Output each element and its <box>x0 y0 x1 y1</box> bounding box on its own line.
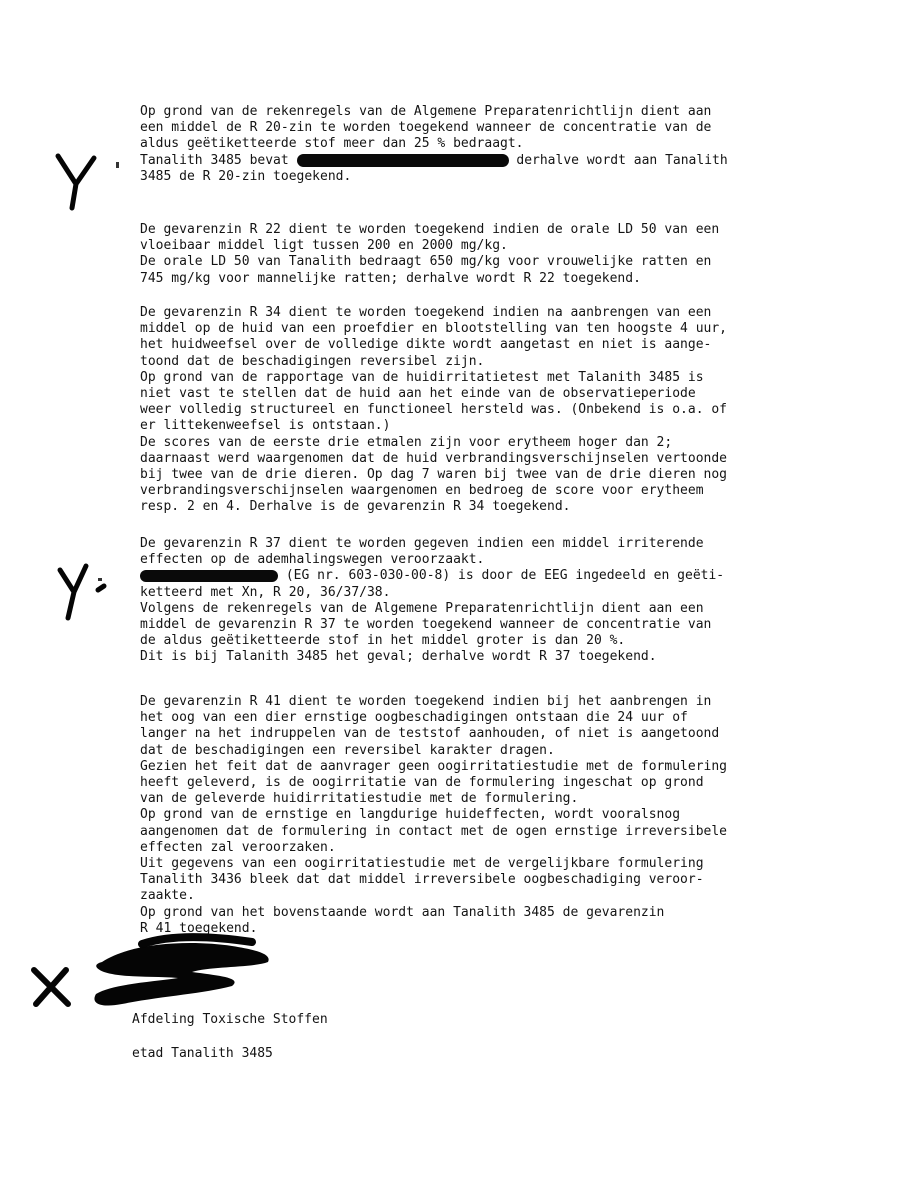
text-line: niet vast te stellen dat de huid aan het einde van de observatieperiode <box>140 386 696 402</box>
text-line: langer na het indruppelen van de teststof aanhouden, of niet is aangetoond <box>140 726 720 742</box>
text-segment: Tanalith 3485 bevat <box>140 152 297 168</box>
department-name: Afdeling Toxische Stoffen <box>132 1012 328 1027</box>
text-line: De orale LD 50 van Tanalith bedraagt 650 mg/kg voor vrouwelijke ratten en <box>140 254 712 270</box>
small-dot-mark-2 <box>98 578 102 581</box>
text-line: zaakte. <box>140 888 195 904</box>
text-line: dat de beschadigingen een reversibel karakter dragen. <box>140 742 555 758</box>
text-line: heeft geleverd, is de oogirritatie van de formulering ingeschat op grond <box>140 775 704 791</box>
text-line: De scores van de eerste drie etmalen zijn voor erytheem hoger dan 2; <box>140 434 673 450</box>
redacted-signature-scribble <box>82 932 282 1016</box>
text-line: Op grond van de ernstige en langdurige huideffecten, wordt vooralsnog <box>140 807 681 823</box>
text-line: van de geleverde huidirritatiestudie met de formulering. <box>140 791 579 807</box>
text-line: het huidweefsel over de volledige dikte wordt aangetast en niet is aange- <box>140 337 712 353</box>
text-line: middel op de huid van een proefdier en blootstelling van ten hoogste 4 uur, <box>140 321 727 337</box>
text-line: Gezien het feit dat de aanvrager geen oogirritatiestudie met de formulering <box>140 758 727 774</box>
text-line: De gevarenzin R 22 dient te worden toegekend indien de orale LD 50 van een <box>140 222 720 237</box>
text-line: aangenomen dat de formulering in contact met de ogen ernstige irreversibele <box>140 823 727 839</box>
text-line: Volgens de rekenregels van de Algemene Preparatenrichtlijn dient aan een <box>140 600 704 616</box>
text-line: Op grond van de rekenregels van de Algemene Preparatenrichtlijn dient aan <box>140 104 712 119</box>
text-line: Uit gegevens van een oogirritatiestudie met de vergelijkbare formulering <box>140 856 704 872</box>
text-line: R 41 toegekend. <box>140 920 258 936</box>
text-line: toond dat de beschadigingen reversibel zijn. <box>140 353 485 369</box>
text-line: het oog van een dier ernstige oogbeschadigingen ontstaan die 24 uur of <box>140 710 688 726</box>
text-line: 745 mg/kg voor mannelijke ratten; derhalve wordt R 22 toegekend. <box>140 270 641 286</box>
text-line: 3485 de R 20-zin toegekend. <box>140 168 352 184</box>
small-dot-mark <box>116 162 119 168</box>
text-line-with-redaction <box>140 568 820 584</box>
handwritten-x-mark <box>28 964 74 1010</box>
text-line: effecten zal veroorzaken. <box>140 839 336 855</box>
paragraph-r41 <box>140 694 820 937</box>
document-reference: etad Tanalith 3485 <box>132 1046 273 1061</box>
paragraph-r34 <box>140 305 820 516</box>
text-line: aldus geëtiketteerde stof meer dan 25 % bedraagt. <box>140 136 524 152</box>
redaction-mark <box>297 154 509 167</box>
text-line: Tanalith 3436 bleek dat dat middel irreversibele oogbeschadiging veroor- <box>140 872 704 888</box>
text-line: verbrandingsverschijnselen waargenomen en bedroeg de score voor erytheem <box>140 483 704 499</box>
text-line: resp. 2 en 4. Derhalve is de gevarenzin R 34 toegekend. <box>140 499 571 515</box>
text-line: bij twee van de drie dieren. Op dag 7 waren bij twee van de drie dieren nog <box>140 467 727 483</box>
text-line: ketteerd met Xn, R 20, 36/37/38. <box>140 584 391 600</box>
paragraph-r20 <box>140 104 820 185</box>
text-line: Op grond van de rapportage van de huidirritatietest met Talanith 3485 is <box>140 369 704 385</box>
text-line: er littekenweefsel is ontstaan.) <box>140 418 391 434</box>
redaction-mark <box>140 570 278 582</box>
handwritten-y-mark-top <box>52 150 112 212</box>
text-line: daarnaast werd waargenomen dat de huid verbrandingsverschijnselen vertoonde <box>140 450 727 466</box>
paragraph-r37 <box>140 536 820 666</box>
text-segment: (EG nr. 603-030-00-8) is door de EEG ingedeeld en geëti- <box>278 568 725 584</box>
text-line: weer volledig structureel en functioneel hersteld was. (Onbekend is o.a. of <box>140 402 727 418</box>
text-line: middel de gevarenzin R 37 te worden toegekend wanneer de concentratie van <box>140 617 712 633</box>
text-line: een middel de R 20-zin te worden toegekend wanneer de concentratie van de <box>140 120 712 136</box>
text-line: Op grond van het bovenstaande wordt aan Tanalith 3485 de gevarenzin <box>140 904 665 920</box>
text-line-with-redaction <box>140 153 820 169</box>
text-line: Dit is bij Talanith 3485 het geval; derhalve wordt R 37 toegekend. <box>140 649 657 665</box>
text-line: de aldus geëtiketteerde stof in het middel groter is dan 20 %. <box>140 633 626 649</box>
text-line: effecten op de ademhalingswegen veroorzaakt. <box>140 552 485 568</box>
text-line: vloeibaar middel ligt tussen 200 en 2000 mg/kg. <box>140 238 508 254</box>
paragraph-r22 <box>140 222 820 287</box>
text-segment: derhalve wordt aan Tanalith <box>508 152 728 168</box>
handwritten-y-mark-middle <box>52 560 112 622</box>
text-line: De gevarenzin R 37 dient te worden gegeven indien een middel irriterende <box>140 536 704 551</box>
text-line: De gevarenzin R 41 dient te worden toegekend indien bij het aanbrengen in <box>140 694 712 709</box>
text-line: De gevarenzin R 34 dient te worden toegekend indien na aanbrengen van een <box>140 305 712 320</box>
